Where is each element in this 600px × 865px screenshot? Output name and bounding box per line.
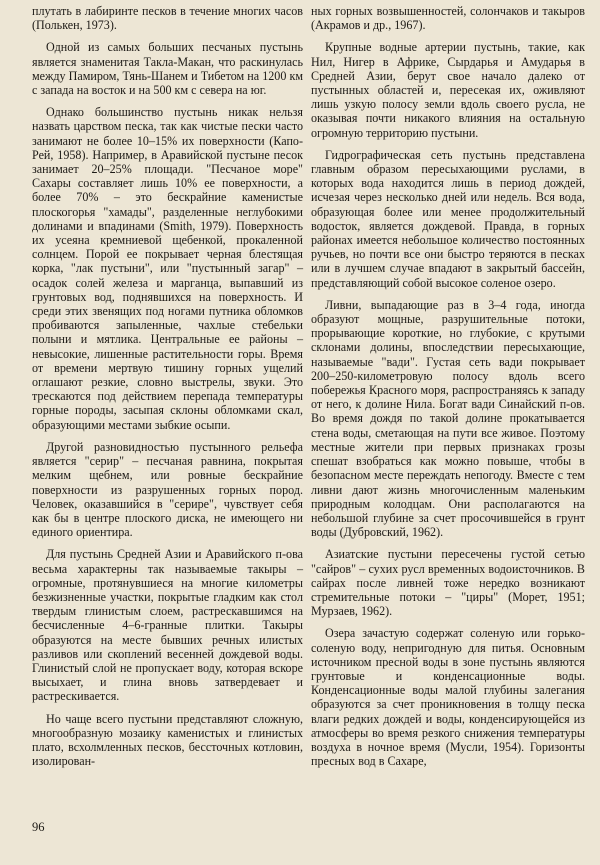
paragraph: ных горных возвышенностей, солончаков и такыров (Акрамов и др., 1967). [311, 4, 585, 33]
paragraph: Другой разновидностью пустынного рельефа является "серир" – песчаная равнина, покрытая мелким щебнем, или ровные бескрайние поверхности из разрушенных горных пород. Человек, оказавшийся в "серире", чувствует себя как бы в центре плоского диска, не имеющего ни единого ориентира. [32, 439, 303, 540]
paragraph: Для пустынь Средней Азии и Аравийского п-ова весьма характерны так называемые такыры – огромные, протянувшиеся на многие километры безжизненные участки, покрытые гладким как стол твердым глинистым слоем, растрескавшимся на бесчисленные 4–6-гранные плитки. Такыры образуются на месте бывших речных илистых разливов или скоплений весенней дождевой воды. Глинистый слой не пропускает воду, которая вскоре высыхает, и глина вновь затвердевает и растрескивается. [32, 547, 303, 704]
paragraph: плутать в лабиринте песков в течение многих часов (Полькен, 1973). [32, 4, 303, 33]
paragraph: Азиатские пустыни пересечены густой сетью "сайров" – сухих русл временных водоисточников. В сайрах после ливней тоже нередко возникают стремительные потоки – "циры" (Морет, 1951; Мурзаев, 1962). [311, 547, 585, 619]
paragraph: Но чаще всего пустыни представляют сложную, многообразную мозаику каменистых и глинистых плато, всхолмленных песков, бессточных котловин, изолирован- [32, 711, 303, 769]
paragraph: Одной из самых больших песчаных пустынь является знаменитая Такла-Макан, что раскинулась между Памиром, Тянь-Шанем и Тибетом на 1200 км с запада на восток и на 500 км с севера на юг. [32, 40, 303, 98]
paragraph: Ливни, выпадающие раз в 3–4 года, иногда образуют мощные, разрушительные потоки, прорывающие короткие, но глубокие, с крутыми склонами долины, впоследствии пересыхающие, называемые "вади". Густая сеть вади покрывает 200–250-километровую полосу вдоль всего побережья Красного моря, распространяясь к западу от него, к долине Нила. Богат вади Синайский п-ов. Во время дождя по такой долине прокатывается стена воды, сметающая на пути все живое. Поэтому местные жители при первых признаках грозы спешат взобраться как можно повыше, чтобы в безопасном месте переждать непогоду. Вместе с тем ливни дают жизнь многочисленным маленьким природным колодцам. Они располагаются на небольшой глубине за счет просочившейся в грунт воды (Дубровский, 1962). [311, 297, 585, 540]
paragraph: Гидрографическая сеть пустынь представлена главным образом пересыхающими руслами, в которых вода находится лишь в период дождей, исчезая через несколько дней или недель. Вся вода, образующая более или менее продолжительный водосток, является дождевой. Правда, в горных районах имеется небольшое количество постоянных ручьев, но почти все они быстро теряются в песках или в лучшем случае впадают в закрытый бассейн, представляющий собой высокое соленое озеро. [311, 147, 585, 290]
paragraph: Озера зачастую содержат соленую или горько-соленую воду, непригодную для питья. Основным источником пресной воды в зоне пустынь являются грунтовые и конденсационные воды. Конденсационные воды малой глубины залегания образуются за счет проникновения в толщу песка влаги редких дождей и воды, конденсирующейся из атмосферы во время резкого снижения температуры воздуха в ночное время (Мусли, 1954). Горизонты пресных вод в Сахаре, [311, 626, 585, 769]
left-text-column [32, 4, 303, 776]
right-text-column [311, 4, 585, 776]
paragraph: Крупные водные артерии пустынь, такие, как Нил, Нигер в Африке, Сырдарья и Амударья в Средней Азии, берут свое начало далеко от пустынных областей и, пересекая их, оживляют лишь узкую полосу земли вдоль своего русла, не оказывая почти никакого влияния на остальную огромную территорию пустыни. [311, 40, 585, 140]
paragraph: Однако большинство пустынь никак нельзя назвать царством песка, так как чистые пески часто занимают не более 10–15% их поверхности (Капо-Рей, 1958). Например, в Аравийской пустыне песок занимает 20–25% площади. "Песчаное море" Сахары составляет лишь 10% ее поверхности, а более 70% – это бескрайние каменистые плоскогорья "хамады", разделенные неглубокими долинами и впадинами (Smith, 1979). Поверхность их усеяна кремниевой щебенкой, прокаленной солнцем. Порой ее покрывает черная блестящая корка, "лак пустыни", или "пустынный загар" – осадок солей железа и марганца, выпавший из грунтовых вод, поднявшихся на поверхность. И среди этих звенящих под ногами путника обломков пробиваются запыленные, чахлые стебельки полыни и мятлика. Центральные ее районы – невысокие, лишенные растительности горы. Время от времени мертвую тишину горных ущелий оглашают резкие, словно выстрелы, звуки. Это трескаются под действием перепада температуры горные породы, засыпая склоны обломками скал, образующими местами зыбкие осыпи. [32, 105, 303, 432]
page-number: 96 [32, 820, 45, 834]
